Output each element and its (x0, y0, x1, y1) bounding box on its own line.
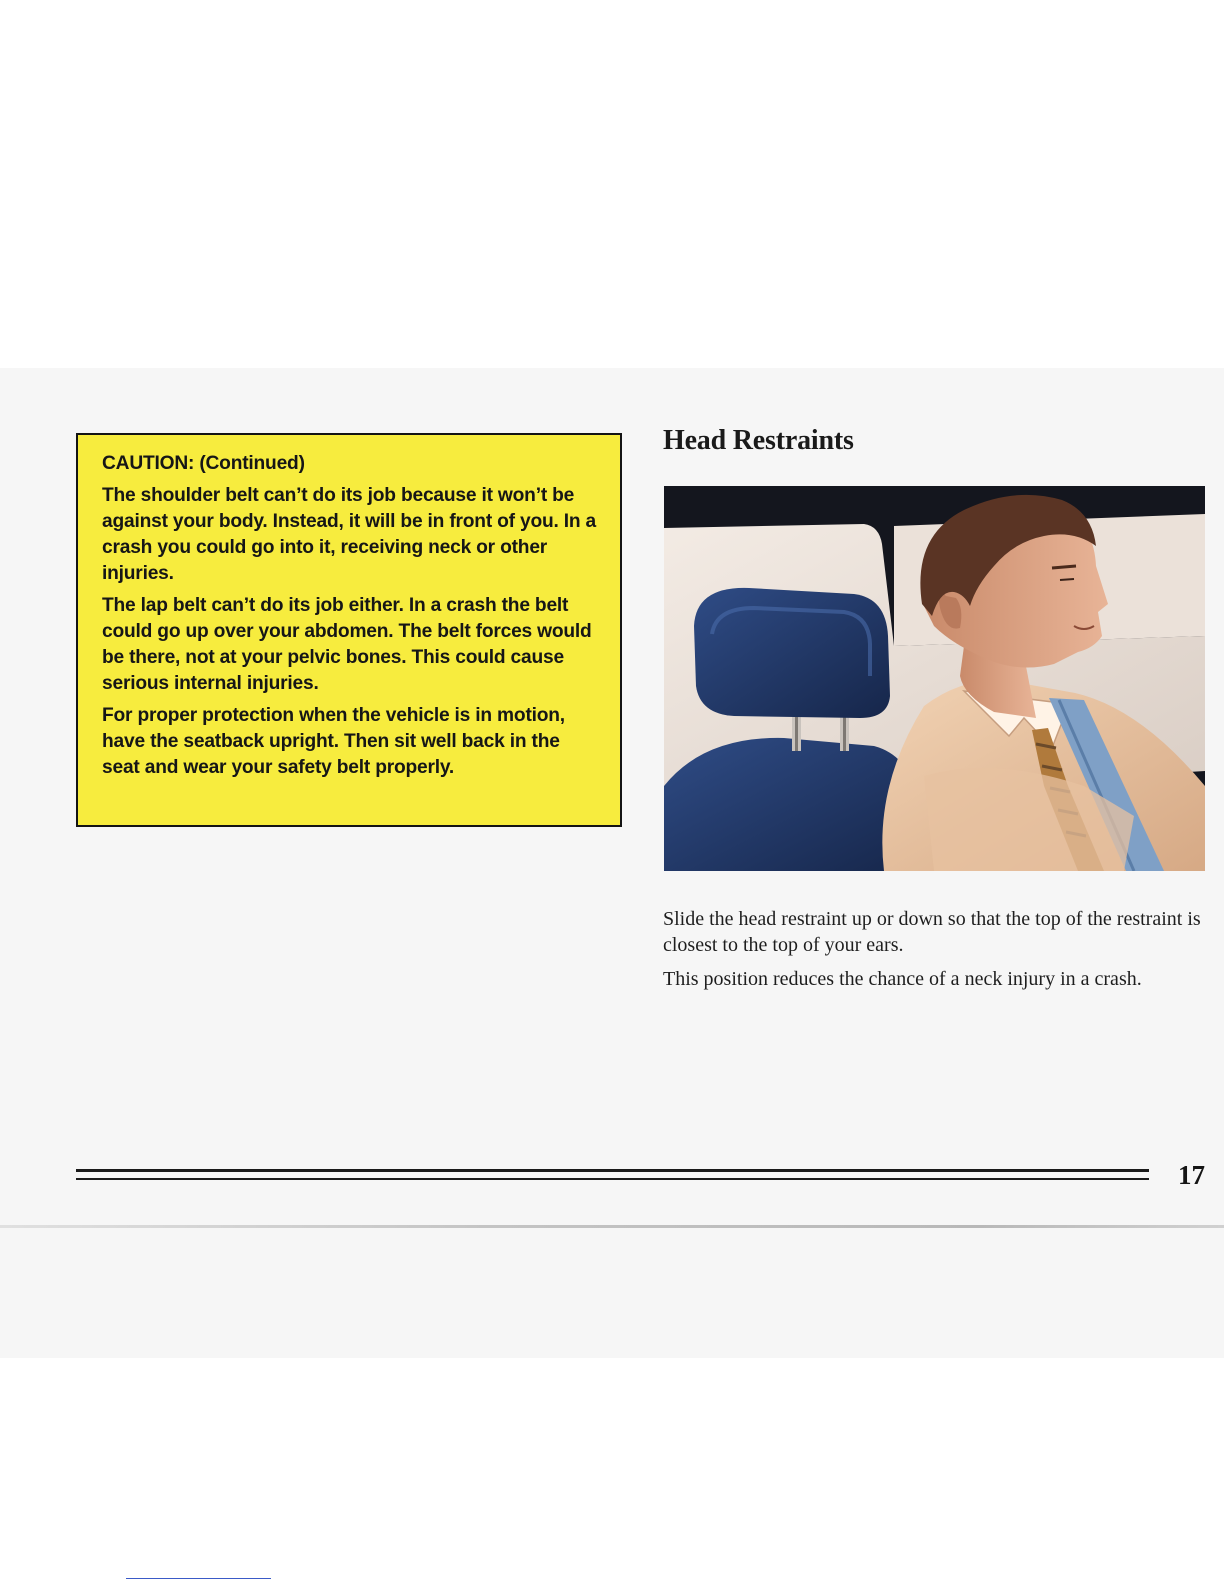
footer-rule-thin (76, 1178, 1149, 1180)
head-restraint-illustration (664, 486, 1205, 871)
footer-rule-thick (76, 1169, 1149, 1172)
caution-paragraph: The shoulder belt can’t do its job because it won’t be against your body. Instead, it will be in front of you. In a crash you could go into it, receiving neck or other injuries. (102, 485, 597, 584)
caution-box (76, 433, 622, 827)
body-paragraph: Slide the head restraint up or down so that the top of the restraint is closest to the top of your ears. (663, 908, 1201, 956)
page-edge-shadow (0, 1225, 1224, 1228)
caution-paragraph: The lap belt can’t do its job either. In a crash the belt could go up over your abdomen. The belt forces would be there, not at your pelvic bones. This could cause serious internal injuries. (102, 595, 592, 694)
caution-paragraph: For proper protection when the vehicle is in motion, have the seatback upright. Then sit well back in the seat and wear your safety belt properly. (102, 705, 565, 778)
bottom-underline (126, 1578, 271, 1579)
section-title: Head Restraints (663, 425, 854, 456)
page-number: 17 (1178, 1160, 1205, 1190)
body-paragraph: This position reduces the chance of a neck injury in a crash. (663, 968, 1142, 990)
caution-title: CAUTION: (Continued) (102, 453, 305, 474)
section-body (663, 906, 1211, 1000)
